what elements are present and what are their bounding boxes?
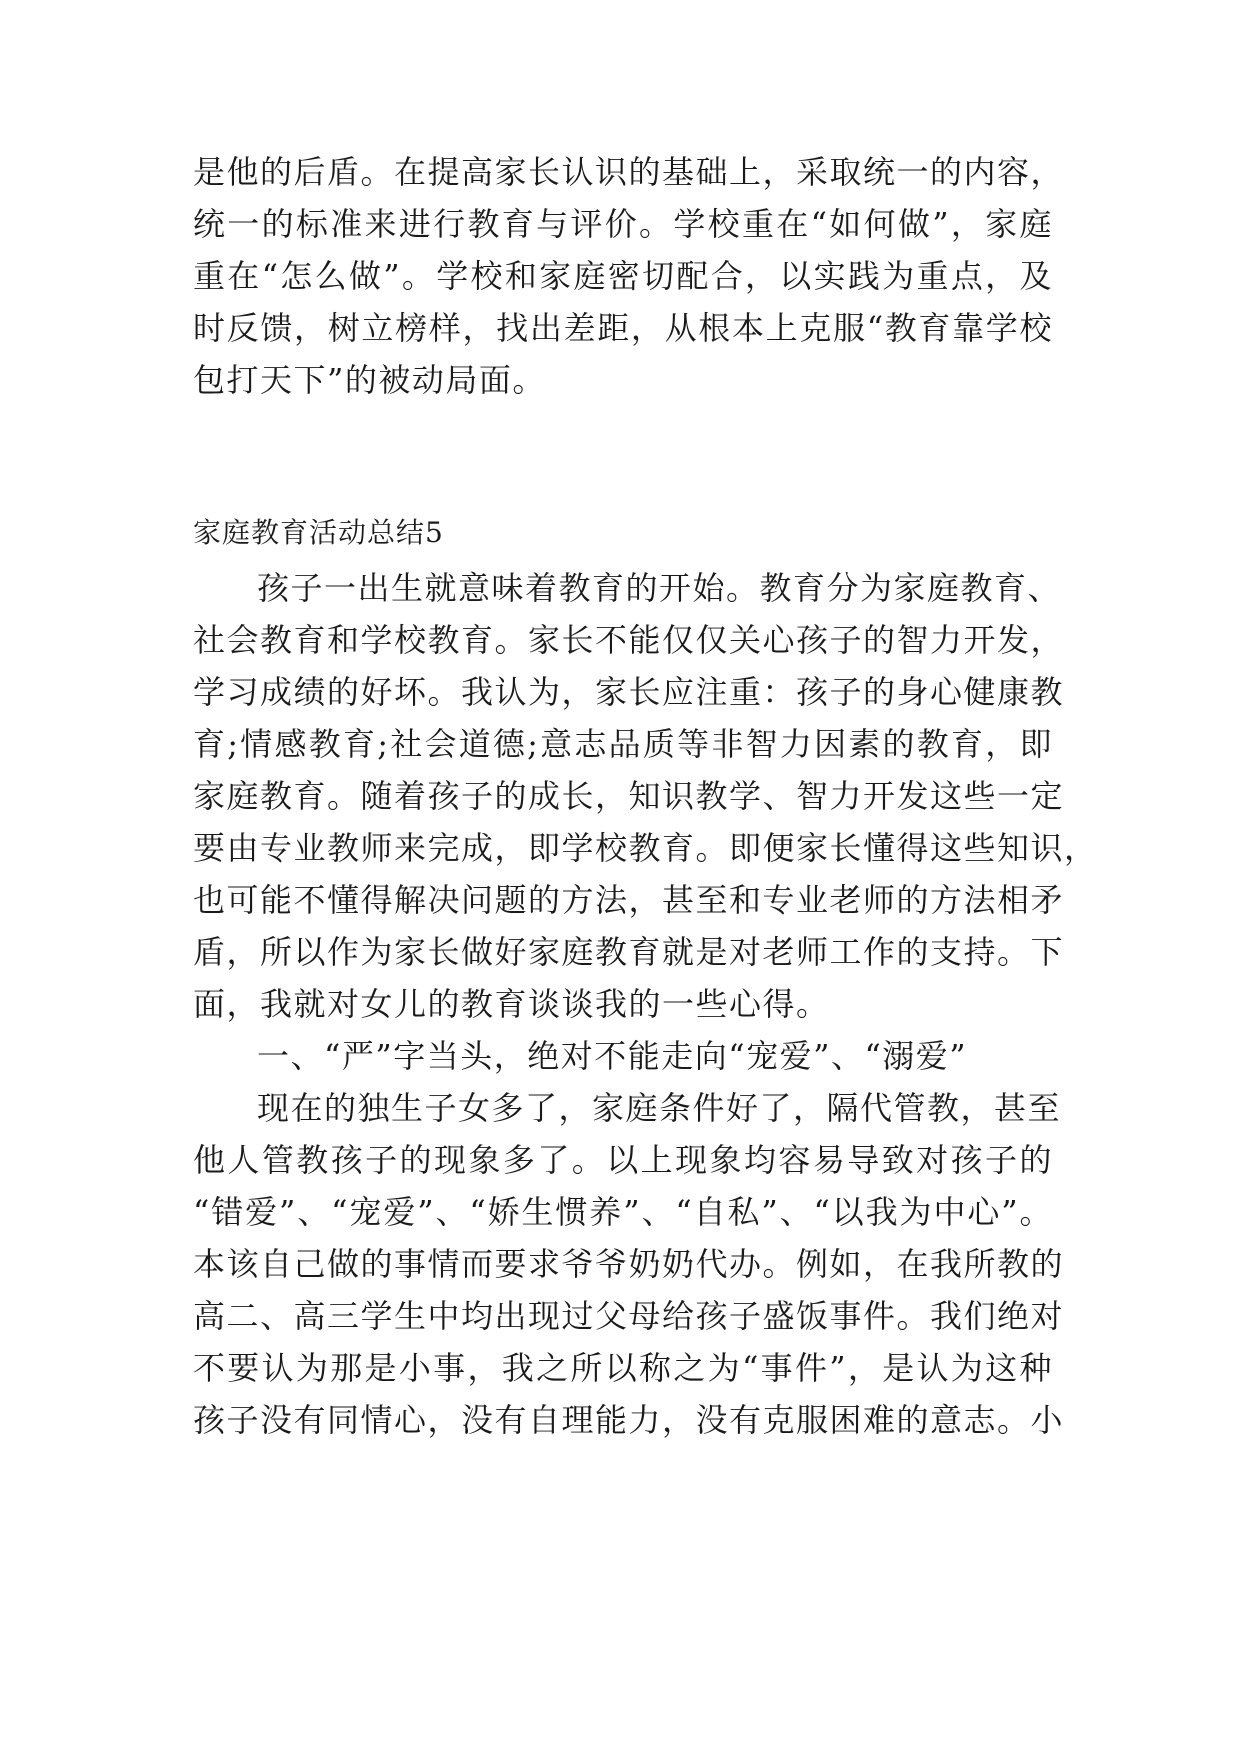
paragraph-line: 不要认为那是小事，我之所以称之为“事件”，是认为这种 [193, 1349, 1053, 1387]
paragraph-line: 要由专业教师来完成，即学校教育。即便家长懂得这些知识， [193, 829, 1098, 867]
paragraph-line: 现在的独生子女多了，家庭条件好了，隔代管教，甚至 [257, 1089, 1062, 1127]
paragraph-line: 他人管教孩子的现象多了。以上现象均容易导致对孩子的 [193, 1141, 1053, 1179]
paragraph-line: 是他的后盾。在提高家长认识的基础上，采取统一的内容， [193, 153, 1065, 191]
paragraph-line: 孩子一出生就意味着教育的开始。教育分为家庭教育、 [257, 569, 1062, 607]
paragraph-line: 高二、高三学生中均出现过父母给孩子盛饭事件。我们绝对 [193, 1297, 1065, 1335]
paragraph-line: 孩子没有同情心，没有自理能力，没有克服困难的意志。小 [193, 1401, 1065, 1439]
paragraph-line: 也可能不懂得解决问题的方法，甚至和专业老师的方法相矛 [193, 881, 1065, 919]
paragraph-line: “错爱”、“宠爱”、“娇生惯养”、“自私”、“以我为中心”。 [193, 1193, 1053, 1231]
paragraph-line: 家庭教育。随着孩子的成长，知识教学、智力开发这些一定 [193, 777, 1065, 815]
paragraph-line: 时反馈，树立榜样，找出差距，从根本上克服“教育靠学校 [193, 309, 1053, 347]
subheading-line: 一、“严”字当头，绝对不能走向“宠爱”、“溺爱” [257, 1037, 968, 1075]
section-title: 家庭教育活动总结5 [193, 516, 444, 549]
paragraph-line: 学习成绩的好坏。我认为，家长应注重：孩子的身心健康教 [193, 673, 1065, 711]
paragraph-line: 社会教育和学校教育。家长不能仅仅关心孩子的智力开发， [193, 621, 1065, 659]
paragraph-line: 重在“怎么做”。学校和家庭密切配合，以实践为重点，及 [193, 257, 1053, 295]
paragraph-line: 育;情感教育;社会道德;意志品质等非智力因素的教育，即 [193, 725, 1053, 763]
paragraph-line: 包打天下”的被动局面。 [193, 361, 546, 399]
paragraph-line: 本该自己做的事情而要求爷爷奶奶代办。例如，在我所教的 [193, 1245, 1065, 1283]
paragraph-line: 盾，所以作为家长做好家庭教育就是对老师工作的支持。下 [193, 933, 1065, 971]
paragraph-line: 统一的标准来进行教育与评价。学校重在“如何做”，家庭 [193, 205, 1053, 243]
paragraph-line: 面，我就对女儿的教育谈谈我的一些心得。 [193, 985, 830, 1023]
